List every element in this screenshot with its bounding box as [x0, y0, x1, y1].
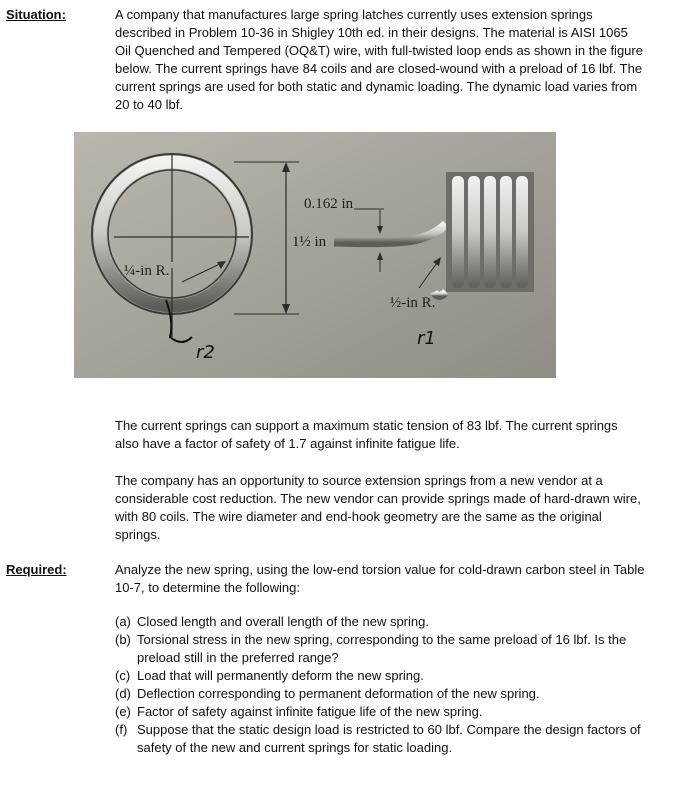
paragraph-new-vendor: The company has an opportunity to source extension springs from a new vendor at a considerable cost reduction. The new vendor can provide springs made of hard-drawn wire, with 80 coils. The wire diameter and end-hook geometry are the same as the original springs. [115, 473, 641, 542]
list-item: (c) Load that will permanently deform the new spring. [115, 668, 424, 683]
list-item: (e) Factor of safety against infinite fatigue life of the new spring. [115, 704, 483, 719]
situation-label: Situation: [6, 7, 66, 22]
list-item: (d) Deflection corresponding to permanent deformation of the new spring. [115, 686, 540, 701]
list-item: (a) Closed length and overall length of the new spring. [115, 614, 429, 629]
list-item: (b) Torsional stress in the new spring, corresponding to the same preload of 16 lbf. Is the preload still in the preferred range? [115, 632, 627, 665]
spring-figure [74, 132, 556, 378]
situation-text: A company that manufactures large spring latches currently uses extension springs described in Problem 10-36 in Shigley 10th ed. in their designs. The material is AISI 1065 Oil Quenched and Tempered (OQ&T) wire, with full-twisted loop ends as shown in the figure below. The current springs have 84 coils and are closed-wound with a preload of 16 lbf. The current springs are used for both static and dynamic loading. The dynamic load varies from 20 to 40 lbf. [115, 7, 643, 112]
right-radius-label: ½-in R. [390, 295, 436, 311]
left-radius-label: ¼-in R. [124, 263, 170, 279]
wire-dimension-label: 0.162 in [304, 196, 354, 212]
list-item: (f) Suppose that the static design load is restricted to 60 lbf. Compare the design factors of safety of the new and current springs for static loading. [115, 722, 641, 755]
handwritten-r1: r1 [417, 328, 436, 349]
required-list [115, 613, 645, 757]
required-label: Required: [6, 562, 67, 577]
handwritten-r2: r2 [196, 342, 215, 363]
loop-dimension-label: 1½ in [292, 234, 327, 250]
required-intro: Analyze the new spring, using the low-end torsion value for cold-drawn carbon steel in Table 10-7, to determine the following: [115, 562, 645, 595]
paragraph-static-tension: The current springs can support a maximum static tension of 83 lbf. The current springs also have a factor of safety of 1.7 against infinite fatigue life. [115, 418, 618, 451]
